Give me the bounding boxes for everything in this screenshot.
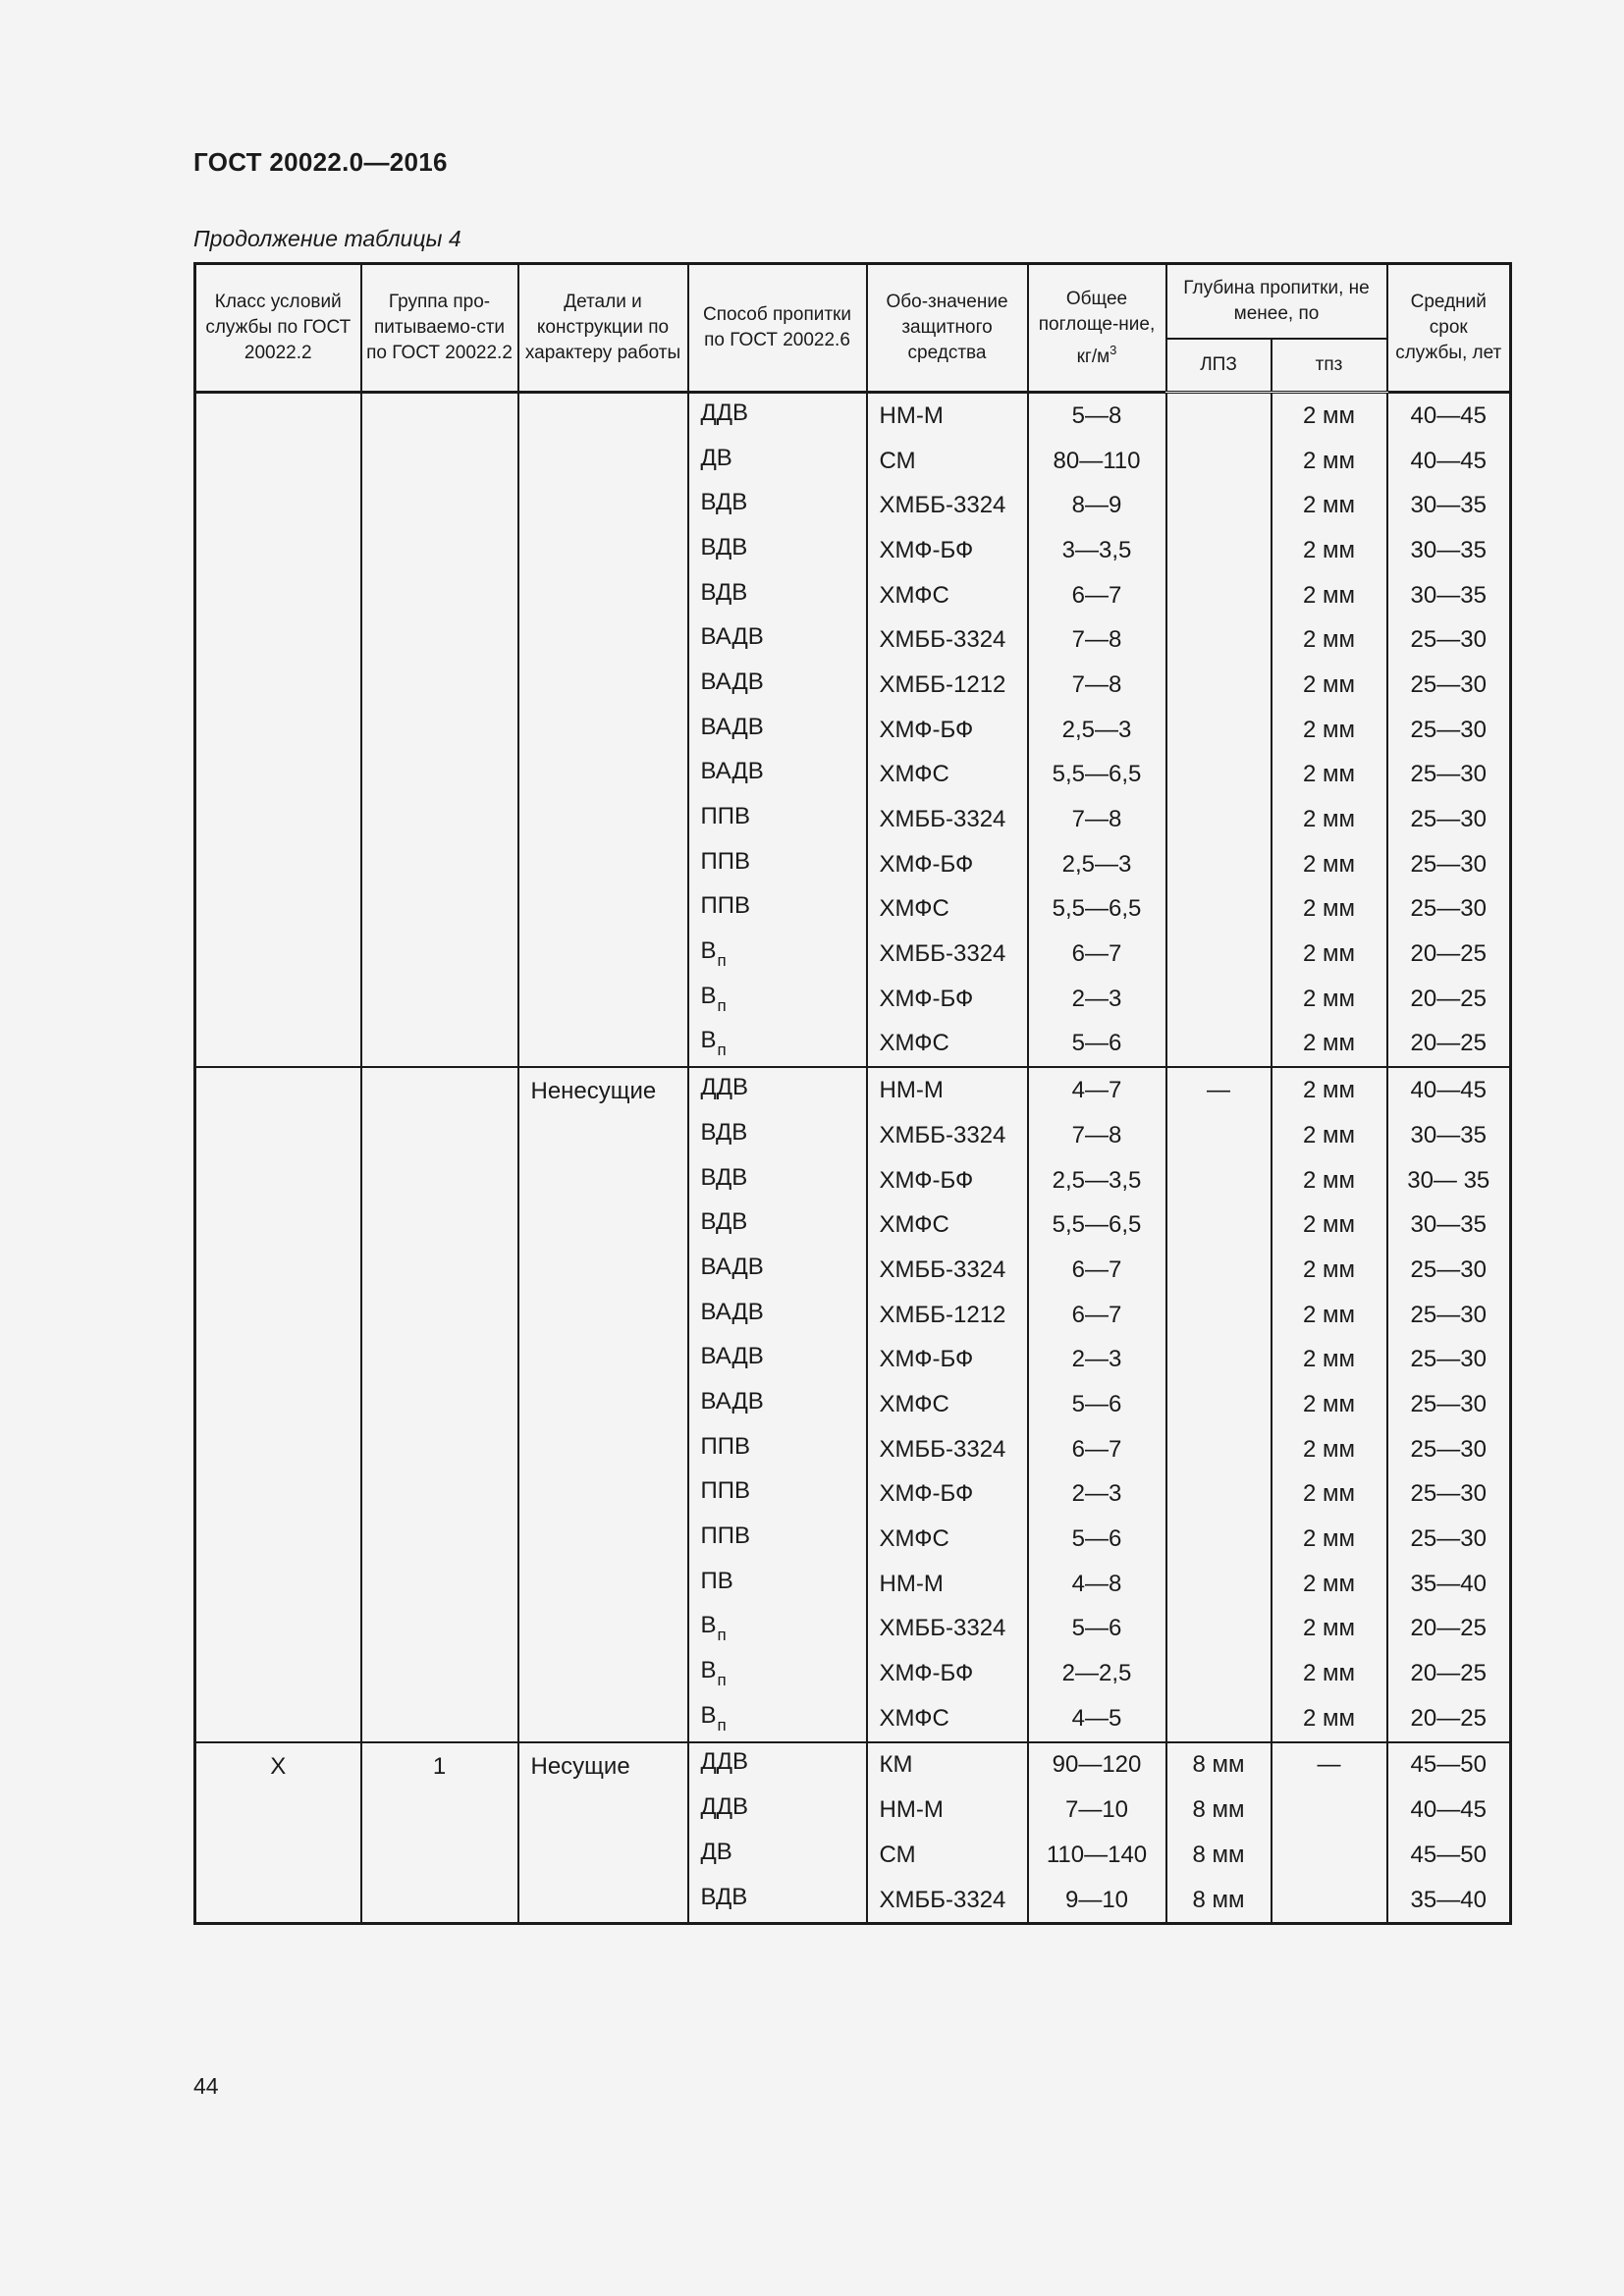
cell-method [688, 708, 867, 753]
cell-absorption: 5,5—6,5 [1028, 887, 1166, 933]
cell-agent: ХМФС [867, 1382, 1028, 1427]
cell-agent: ХМФ-БФ [867, 708, 1028, 753]
cell-service-life: 35—40 [1387, 1878, 1511, 1924]
cell-service-life: 20—25 [1387, 1651, 1511, 1696]
method-text: ДДВ [700, 1748, 749, 1776]
cell-service-life: 25—30 [1387, 708, 1511, 753]
cell-tpz: 2 мм [1272, 1696, 1387, 1742]
cell-service-life: 25—30 [1387, 1337, 1511, 1382]
cell-agent: ХМФС [867, 1517, 1028, 1562]
cell-agent: КМ [867, 1742, 1028, 1789]
cell-impregnability-group: 1 [361, 1742, 518, 1924]
cell-lpz [1166, 1202, 1272, 1248]
cell-lpz: 8 мм [1166, 1833, 1272, 1878]
cell-agent: ХМББ-3324 [867, 1248, 1028, 1293]
cell-absorption: 6—7 [1028, 1293, 1166, 1338]
cell-agent: НМ-М [867, 1067, 1028, 1113]
cell-absorption: 7—8 [1028, 1113, 1166, 1158]
cell-method [688, 1517, 867, 1562]
cell-agent: ХМББ-3324 [867, 483, 1028, 528]
method-text: ППВ [700, 803, 751, 830]
cell-method [688, 1067, 867, 1113]
method-text: ДВ [700, 1838, 732, 1865]
cell-service-life: 25—30 [1387, 1293, 1511, 1338]
cell-lpz [1166, 528, 1272, 573]
cell-agent: ХМФ-БФ [867, 528, 1028, 573]
method-text: В [700, 982, 717, 1009]
table-row [195, 1742, 1511, 1789]
cell-tpz: 2 мм [1272, 439, 1387, 484]
cell-tpz: 2 мм [1272, 617, 1387, 663]
method-text: ВДВ [700, 1208, 748, 1236]
method-text: ДВ [700, 444, 732, 471]
method-text: ВДВ [700, 533, 748, 561]
cell-method [688, 1158, 867, 1203]
cell-lpz [1166, 1337, 1272, 1382]
cell-tpz: 2 мм [1272, 1651, 1387, 1696]
cell-agent: ХМФ-БФ [867, 1472, 1028, 1518]
cell-method [688, 1293, 867, 1338]
cell-method [688, 1382, 867, 1427]
cell-method [688, 977, 867, 1022]
cell-service-class [195, 393, 361, 1068]
method-subscript: п [717, 995, 727, 1015]
cell-absorption: 3—3,5 [1028, 528, 1166, 573]
cell-lpz [1166, 753, 1272, 798]
absorption-label: Общее поглоще-ние, кг/м [1038, 288, 1156, 367]
cell-parts [518, 393, 688, 1068]
cell-tpz: 2 мм [1272, 977, 1387, 1022]
cell-method [688, 1607, 867, 1652]
cell-absorption: 4—8 [1028, 1562, 1166, 1607]
cell-method [688, 528, 867, 573]
cell-absorption: 90—120 [1028, 1742, 1166, 1789]
cell-tpz: 2 мм [1272, 1202, 1387, 1248]
cell-absorption: 6—7 [1028, 573, 1166, 618]
cell-lpz: 8 мм [1166, 1742, 1272, 1789]
method-text: ДДВ [700, 399, 749, 426]
cell-service-life: 40—45 [1387, 393, 1511, 439]
absorption-unit-exponent: 3 [1110, 342, 1117, 357]
method-subscript: п [717, 951, 727, 971]
cell-lpz [1166, 1472, 1272, 1518]
cell-agent: ХМББ-3324 [867, 1878, 1028, 1924]
cell-agent: ХМББ-3324 [867, 1607, 1028, 1652]
cell-lpz [1166, 887, 1272, 933]
cell-lpz [1166, 617, 1272, 663]
cell-method [688, 1248, 867, 1293]
impregnation-table [193, 262, 1512, 1925]
cell-tpz: 2 мм [1272, 1158, 1387, 1203]
cell-absorption: 9—10 [1028, 1878, 1166, 1924]
cell-lpz [1166, 708, 1272, 753]
cell-lpz [1166, 1562, 1272, 1607]
cell-service-life: 30—35 [1387, 573, 1511, 618]
cell-service-class [195, 1067, 361, 1741]
col-header-parts: Детали и конструкции по характеру работы [518, 264, 688, 393]
cell-method [688, 439, 867, 484]
cell-service-life: 25—30 [1387, 887, 1511, 933]
method-text: ВДВ [700, 578, 748, 606]
cell-tpz: 2 мм [1272, 1607, 1387, 1652]
cell-agent: ХМББ-1212 [867, 1293, 1028, 1338]
cell-lpz [1166, 1427, 1272, 1472]
cell-tpz: 2 мм [1272, 1248, 1387, 1293]
cell-absorption: 2,5—3,5 [1028, 1158, 1166, 1203]
method-text: В [700, 1701, 717, 1729]
method-text: ВАДВ [700, 1343, 764, 1370]
cell-service-life: 25—30 [1387, 1248, 1511, 1293]
table-caption: Продолжение таблицы 4 [193, 226, 461, 251]
cell-service-life: 40—45 [1387, 1067, 1511, 1113]
cell-lpz [1166, 1158, 1272, 1203]
cell-absorption: 5,5—6,5 [1028, 1202, 1166, 1248]
cell-lpz [1166, 1382, 1272, 1427]
cell-agent: ХМФС [867, 1022, 1028, 1068]
method-text: ВАДВ [700, 1298, 764, 1325]
cell-tpz: 2 мм [1272, 393, 1387, 439]
cell-tpz: 2 мм [1272, 1067, 1387, 1113]
cell-absorption: 110—140 [1028, 1833, 1166, 1878]
cell-service-life: 25—30 [1387, 842, 1511, 887]
cell-absorption: 2—3 [1028, 1472, 1166, 1518]
cell-agent: СМ [867, 1833, 1028, 1878]
cell-lpz [1166, 483, 1272, 528]
cell-agent: ХМББ-3324 [867, 1113, 1028, 1158]
cell-method [688, 1696, 867, 1742]
cell-absorption: 8—9 [1028, 483, 1166, 528]
cell-agent: НМ-М [867, 393, 1028, 439]
cell-absorption: 4—7 [1028, 1067, 1166, 1113]
method-text: ВДВ [700, 1118, 748, 1146]
cell-tpz: 2 мм [1272, 1022, 1387, 1068]
cell-lpz [1166, 1651, 1272, 1696]
method-text: В [700, 1612, 717, 1639]
cell-absorption: 5—6 [1028, 1382, 1166, 1427]
cell-tpz: 2 мм [1272, 1562, 1387, 1607]
method-subscript: п [717, 1626, 727, 1645]
col-header-service-life: Средний срок службы, лет [1387, 264, 1511, 393]
cell-lpz [1166, 932, 1272, 977]
method-text: ДДВ [700, 1793, 749, 1821]
cell-service-life: 20—25 [1387, 1696, 1511, 1742]
cell-lpz: 8 мм [1166, 1788, 1272, 1833]
cell-tpz: 2 мм [1272, 1337, 1387, 1382]
cell-service-life: 30—35 [1387, 483, 1511, 528]
cell-tpz: 2 мм [1272, 708, 1387, 753]
col-header-method: Способ пропитки по ГОСТ 20022.6 [688, 264, 867, 393]
method-text: ВАДВ [700, 758, 764, 785]
method-text: ППВ [700, 892, 751, 920]
cell-tpz: 2 мм [1272, 887, 1387, 933]
cell-service-life: 25—30 [1387, 1472, 1511, 1518]
method-text: ВАДВ [700, 713, 764, 740]
cell-agent: НМ-М [867, 1562, 1028, 1607]
method-subscript: п [717, 1715, 727, 1735]
cell-service-life: 25—30 [1387, 663, 1511, 708]
cell-tpz [1272, 1788, 1387, 1833]
col-header-depth: Глубина пропитки, не менее, по [1166, 264, 1387, 340]
cell-absorption: 7—8 [1028, 663, 1166, 708]
cell-method [688, 1202, 867, 1248]
cell-absorption: 5,5—6,5 [1028, 753, 1166, 798]
method-text: ВАДВ [700, 1253, 764, 1280]
cell-tpz: 2 мм [1272, 1382, 1387, 1427]
cell-agent: НМ-М [867, 1788, 1028, 1833]
cell-tpz: 2 мм [1272, 483, 1387, 528]
method-text: ППВ [700, 1477, 751, 1505]
cell-method [688, 1878, 867, 1924]
cell-service-life: 20—25 [1387, 1607, 1511, 1652]
cell-absorption: 2—3 [1028, 1337, 1166, 1382]
cell-lpz [1166, 663, 1272, 708]
cell-agent: ХМФ-БФ [867, 1158, 1028, 1203]
method-text: ВАДВ [700, 667, 764, 695]
cell-absorption: 5—8 [1028, 393, 1166, 439]
cell-absorption: 5—6 [1028, 1607, 1166, 1652]
cell-impregnability-group [361, 1067, 518, 1741]
cell-tpz: 2 мм [1272, 797, 1387, 842]
cell-lpz [1166, 1517, 1272, 1562]
cell-agent: ХМФ-БФ [867, 977, 1028, 1022]
cell-method [688, 1788, 867, 1833]
cell-method [688, 483, 867, 528]
cell-lpz [1166, 1248, 1272, 1293]
col-header-lpz: ЛПЗ [1166, 339, 1272, 393]
method-text: ВДВ [700, 1883, 748, 1910]
cell-method [688, 842, 867, 887]
cell-method [688, 1337, 867, 1382]
cell-tpz: 2 мм [1272, 1427, 1387, 1472]
cell-lpz [1166, 842, 1272, 887]
method-text: ППВ [700, 1432, 751, 1460]
cell-method [688, 1833, 867, 1878]
method-text: ППВ [700, 1522, 751, 1550]
cell-tpz: 2 мм [1272, 1293, 1387, 1338]
cell-tpz: 2 мм [1272, 528, 1387, 573]
method-text: ДДВ [700, 1074, 749, 1101]
cell-method [688, 887, 867, 933]
page-number: 44 [193, 2073, 219, 2099]
cell-lpz [1166, 1113, 1272, 1158]
cell-tpz [1272, 1833, 1387, 1878]
col-header-absorption [1028, 264, 1166, 393]
cell-service-life: 25—30 [1387, 1382, 1511, 1427]
cell-service-life: 45—50 [1387, 1833, 1511, 1878]
cell-absorption: 7—8 [1028, 617, 1166, 663]
cell-agent: ХМФС [867, 1202, 1028, 1248]
cell-tpz: 2 мм [1272, 573, 1387, 618]
cell-service-life: 25—30 [1387, 617, 1511, 663]
cell-service-life: 25—30 [1387, 753, 1511, 798]
cell-method [688, 1022, 867, 1068]
cell-service-life: 25—30 [1387, 797, 1511, 842]
cell-agent: ХМФС [867, 1696, 1028, 1742]
cell-absorption: 4—5 [1028, 1696, 1166, 1742]
table-row [195, 393, 1511, 439]
cell-service-life: 45—50 [1387, 1742, 1511, 1789]
cell-impregnability-group [361, 393, 518, 1068]
cell-lpz [1166, 573, 1272, 618]
cell-lpz [1166, 393, 1272, 439]
method-text: ВАДВ [700, 623, 764, 651]
cell-absorption: 2,5—3 [1028, 842, 1166, 887]
cell-absorption: 80—110 [1028, 439, 1166, 484]
table-row [195, 1067, 1511, 1113]
cell-lpz [1166, 1022, 1272, 1068]
cell-service-class: X [195, 1742, 361, 1924]
cell-tpz: 2 мм [1272, 1472, 1387, 1518]
cell-service-life: 40—45 [1387, 439, 1511, 484]
method-text: В [700, 1657, 717, 1684]
cell-tpz: 2 мм [1272, 753, 1387, 798]
cell-tpz [1272, 1878, 1387, 1924]
cell-method [688, 617, 867, 663]
table-body [195, 393, 1511, 1924]
cell-tpz: 2 мм [1272, 932, 1387, 977]
method-subscript: п [717, 1041, 727, 1060]
cell-method [688, 753, 867, 798]
cell-service-life: 30— 35 [1387, 1158, 1511, 1203]
cell-method [688, 1472, 867, 1518]
cell-absorption: 7—10 [1028, 1788, 1166, 1833]
cell-service-life: 30—35 [1387, 528, 1511, 573]
cell-method [688, 393, 867, 439]
col-header-service-class: Класс условий службы по ГОСТ 20022.2 [195, 264, 361, 393]
cell-service-life: 30—35 [1387, 1202, 1511, 1248]
cell-absorption: 2—3 [1028, 977, 1166, 1022]
cell-agent: ХМББ-3324 [867, 1427, 1028, 1472]
cell-service-life: 20—25 [1387, 977, 1511, 1022]
cell-absorption: 5—6 [1028, 1517, 1166, 1562]
cell-absorption: 5—6 [1028, 1022, 1166, 1068]
cell-agent: ХМФС [867, 573, 1028, 618]
cell-absorption: 2—2,5 [1028, 1651, 1166, 1696]
method-text: ВДВ [700, 1163, 748, 1191]
method-text: В [700, 1027, 717, 1054]
cell-service-life: 25—30 [1387, 1517, 1511, 1562]
cell-agent: ХМББ-3324 [867, 932, 1028, 977]
col-header-impregnability-group: Группа про-питываемо-сти по ГОСТ 20022.2 [361, 264, 518, 393]
cell-tpz: — [1272, 1742, 1387, 1789]
cell-lpz [1166, 1696, 1272, 1742]
cell-service-life: 25—30 [1387, 1427, 1511, 1472]
cell-lpz [1166, 977, 1272, 1022]
cell-method [688, 573, 867, 618]
cell-lpz [1166, 1607, 1272, 1652]
cell-method [688, 1742, 867, 1789]
cell-absorption: 2,5—3 [1028, 708, 1166, 753]
cell-agent: ХМФ-БФ [867, 842, 1028, 887]
cell-method [688, 663, 867, 708]
cell-lpz [1166, 439, 1272, 484]
cell-absorption: 6—7 [1028, 1427, 1166, 1472]
cell-agent: ХМББ-3324 [867, 797, 1028, 842]
cell-lpz [1166, 797, 1272, 842]
cell-parts: Несущие [518, 1742, 688, 1924]
cell-absorption: 6—7 [1028, 1248, 1166, 1293]
cell-method [688, 932, 867, 977]
cell-absorption: 7—8 [1028, 797, 1166, 842]
cell-tpz: 2 мм [1272, 1517, 1387, 1562]
cell-agent: ХМФ-БФ [867, 1337, 1028, 1382]
col-header-agent: Обо-значение защитного средства [867, 264, 1028, 393]
cell-parts: Ненесущие [518, 1067, 688, 1741]
col-header-tpz: тпз [1272, 339, 1387, 393]
method-text: ВАДВ [700, 1387, 764, 1415]
cell-lpz: 8 мм [1166, 1878, 1272, 1924]
method-text: В [700, 937, 717, 965]
cell-method [688, 1427, 867, 1472]
cell-agent: ХМББ-1212 [867, 663, 1028, 708]
method-text: ППВ [700, 847, 751, 875]
cell-agent: ХМФ-БФ [867, 1651, 1028, 1696]
cell-service-life: 35—40 [1387, 1562, 1511, 1607]
cell-agent: ХМФС [867, 753, 1028, 798]
cell-tpz: 2 мм [1272, 1113, 1387, 1158]
cell-tpz: 2 мм [1272, 842, 1387, 887]
cell-lpz [1166, 1293, 1272, 1338]
cell-method [688, 1651, 867, 1696]
cell-service-life: 40—45 [1387, 1788, 1511, 1833]
cell-agent: ХМФС [867, 887, 1028, 933]
document-header: ГОСТ 20022.0—2016 [193, 147, 448, 177]
cell-method [688, 1113, 867, 1158]
cell-agent: СМ [867, 439, 1028, 484]
cell-lpz: — [1166, 1067, 1272, 1113]
cell-service-life: 20—25 [1387, 932, 1511, 977]
method-text: ПВ [700, 1567, 733, 1594]
method-subscript: п [717, 1671, 727, 1690]
cell-service-life: 20—25 [1387, 1022, 1511, 1068]
cell-method [688, 797, 867, 842]
cell-absorption: 6—7 [1028, 932, 1166, 977]
cell-agent: ХМББ-3324 [867, 617, 1028, 663]
method-text: ВДВ [700, 489, 748, 516]
cell-service-life: 30—35 [1387, 1113, 1511, 1158]
cell-method [688, 1562, 867, 1607]
cell-tpz: 2 мм [1272, 663, 1387, 708]
